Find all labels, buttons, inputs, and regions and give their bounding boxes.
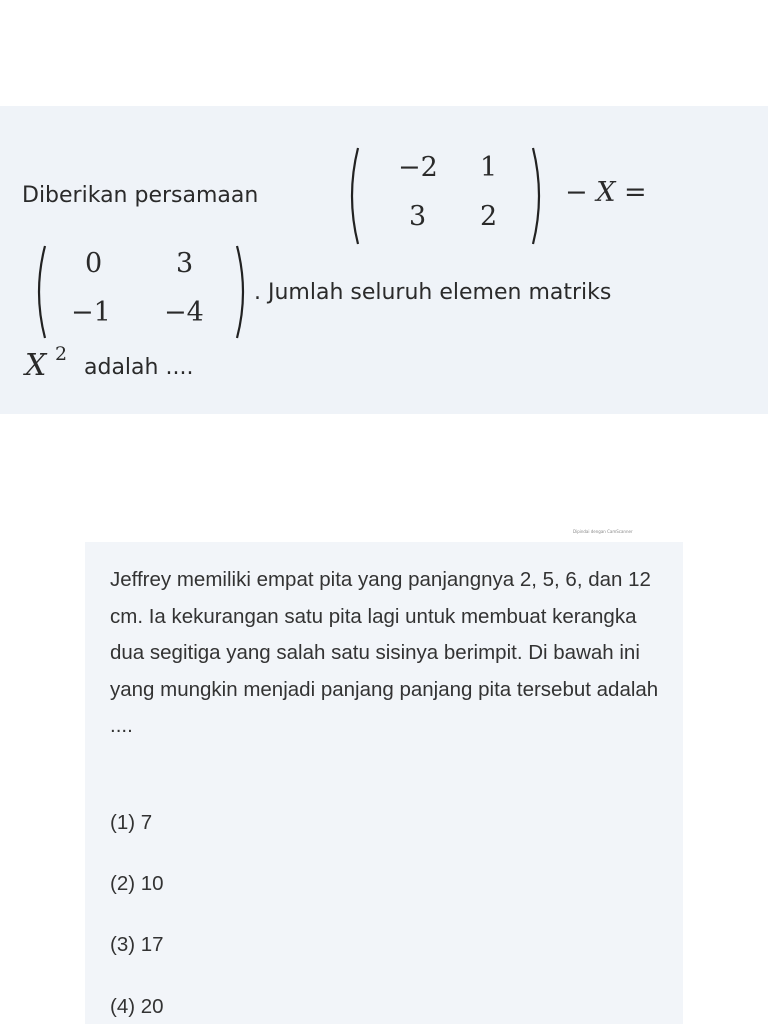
matrix-a-r2c2: 2	[480, 201, 498, 232]
matrix-a-r1c1: −2	[398, 152, 438, 183]
scanner-watermark: Dipindai dengan CamScanner	[573, 529, 633, 534]
minus-x-equals: − X =	[565, 177, 647, 208]
left-paren-b	[30, 244, 48, 340]
q1-intro: Diberikan persamaan	[22, 183, 259, 208]
matrix-b-r2c1: −1	[71, 297, 111, 328]
x-power: 2	[55, 343, 68, 365]
option-1: (1) 7	[110, 811, 153, 834]
matrix-b-r1c1: 0	[85, 248, 103, 279]
right-paren-b	[234, 244, 252, 340]
matrix-b-r2c2: −4	[164, 297, 204, 328]
left-paren-a	[343, 146, 361, 246]
q1-ending: adalah ....	[84, 355, 194, 380]
right-paren-a	[530, 146, 548, 246]
option-3: (3) 17	[110, 933, 164, 956]
option-2: (2) 10	[110, 872, 164, 895]
q2-text: Jeffrey memiliki empat pita yang panjangnya 2, 5, 6, dan 12 cm. Ia kekurangan satu pita lagi untuk membuat kerangka dua segitiga yang salah satu sisinya berimpit. Di bawah ini yang mungkin menjadi panjang panjang pita tersebut adalah ....	[110, 568, 659, 737]
q1-after-matrix: . Jumlah seluruh elemen matriks	[254, 280, 612, 305]
matrix-b-r1c2: 3	[176, 248, 194, 279]
x-symbol: X	[25, 348, 47, 383]
matrix-a-r1c2: 1	[480, 152, 498, 183]
matrix-a-r2c1: 3	[409, 201, 427, 232]
option-4: (4) 20	[110, 995, 164, 1018]
